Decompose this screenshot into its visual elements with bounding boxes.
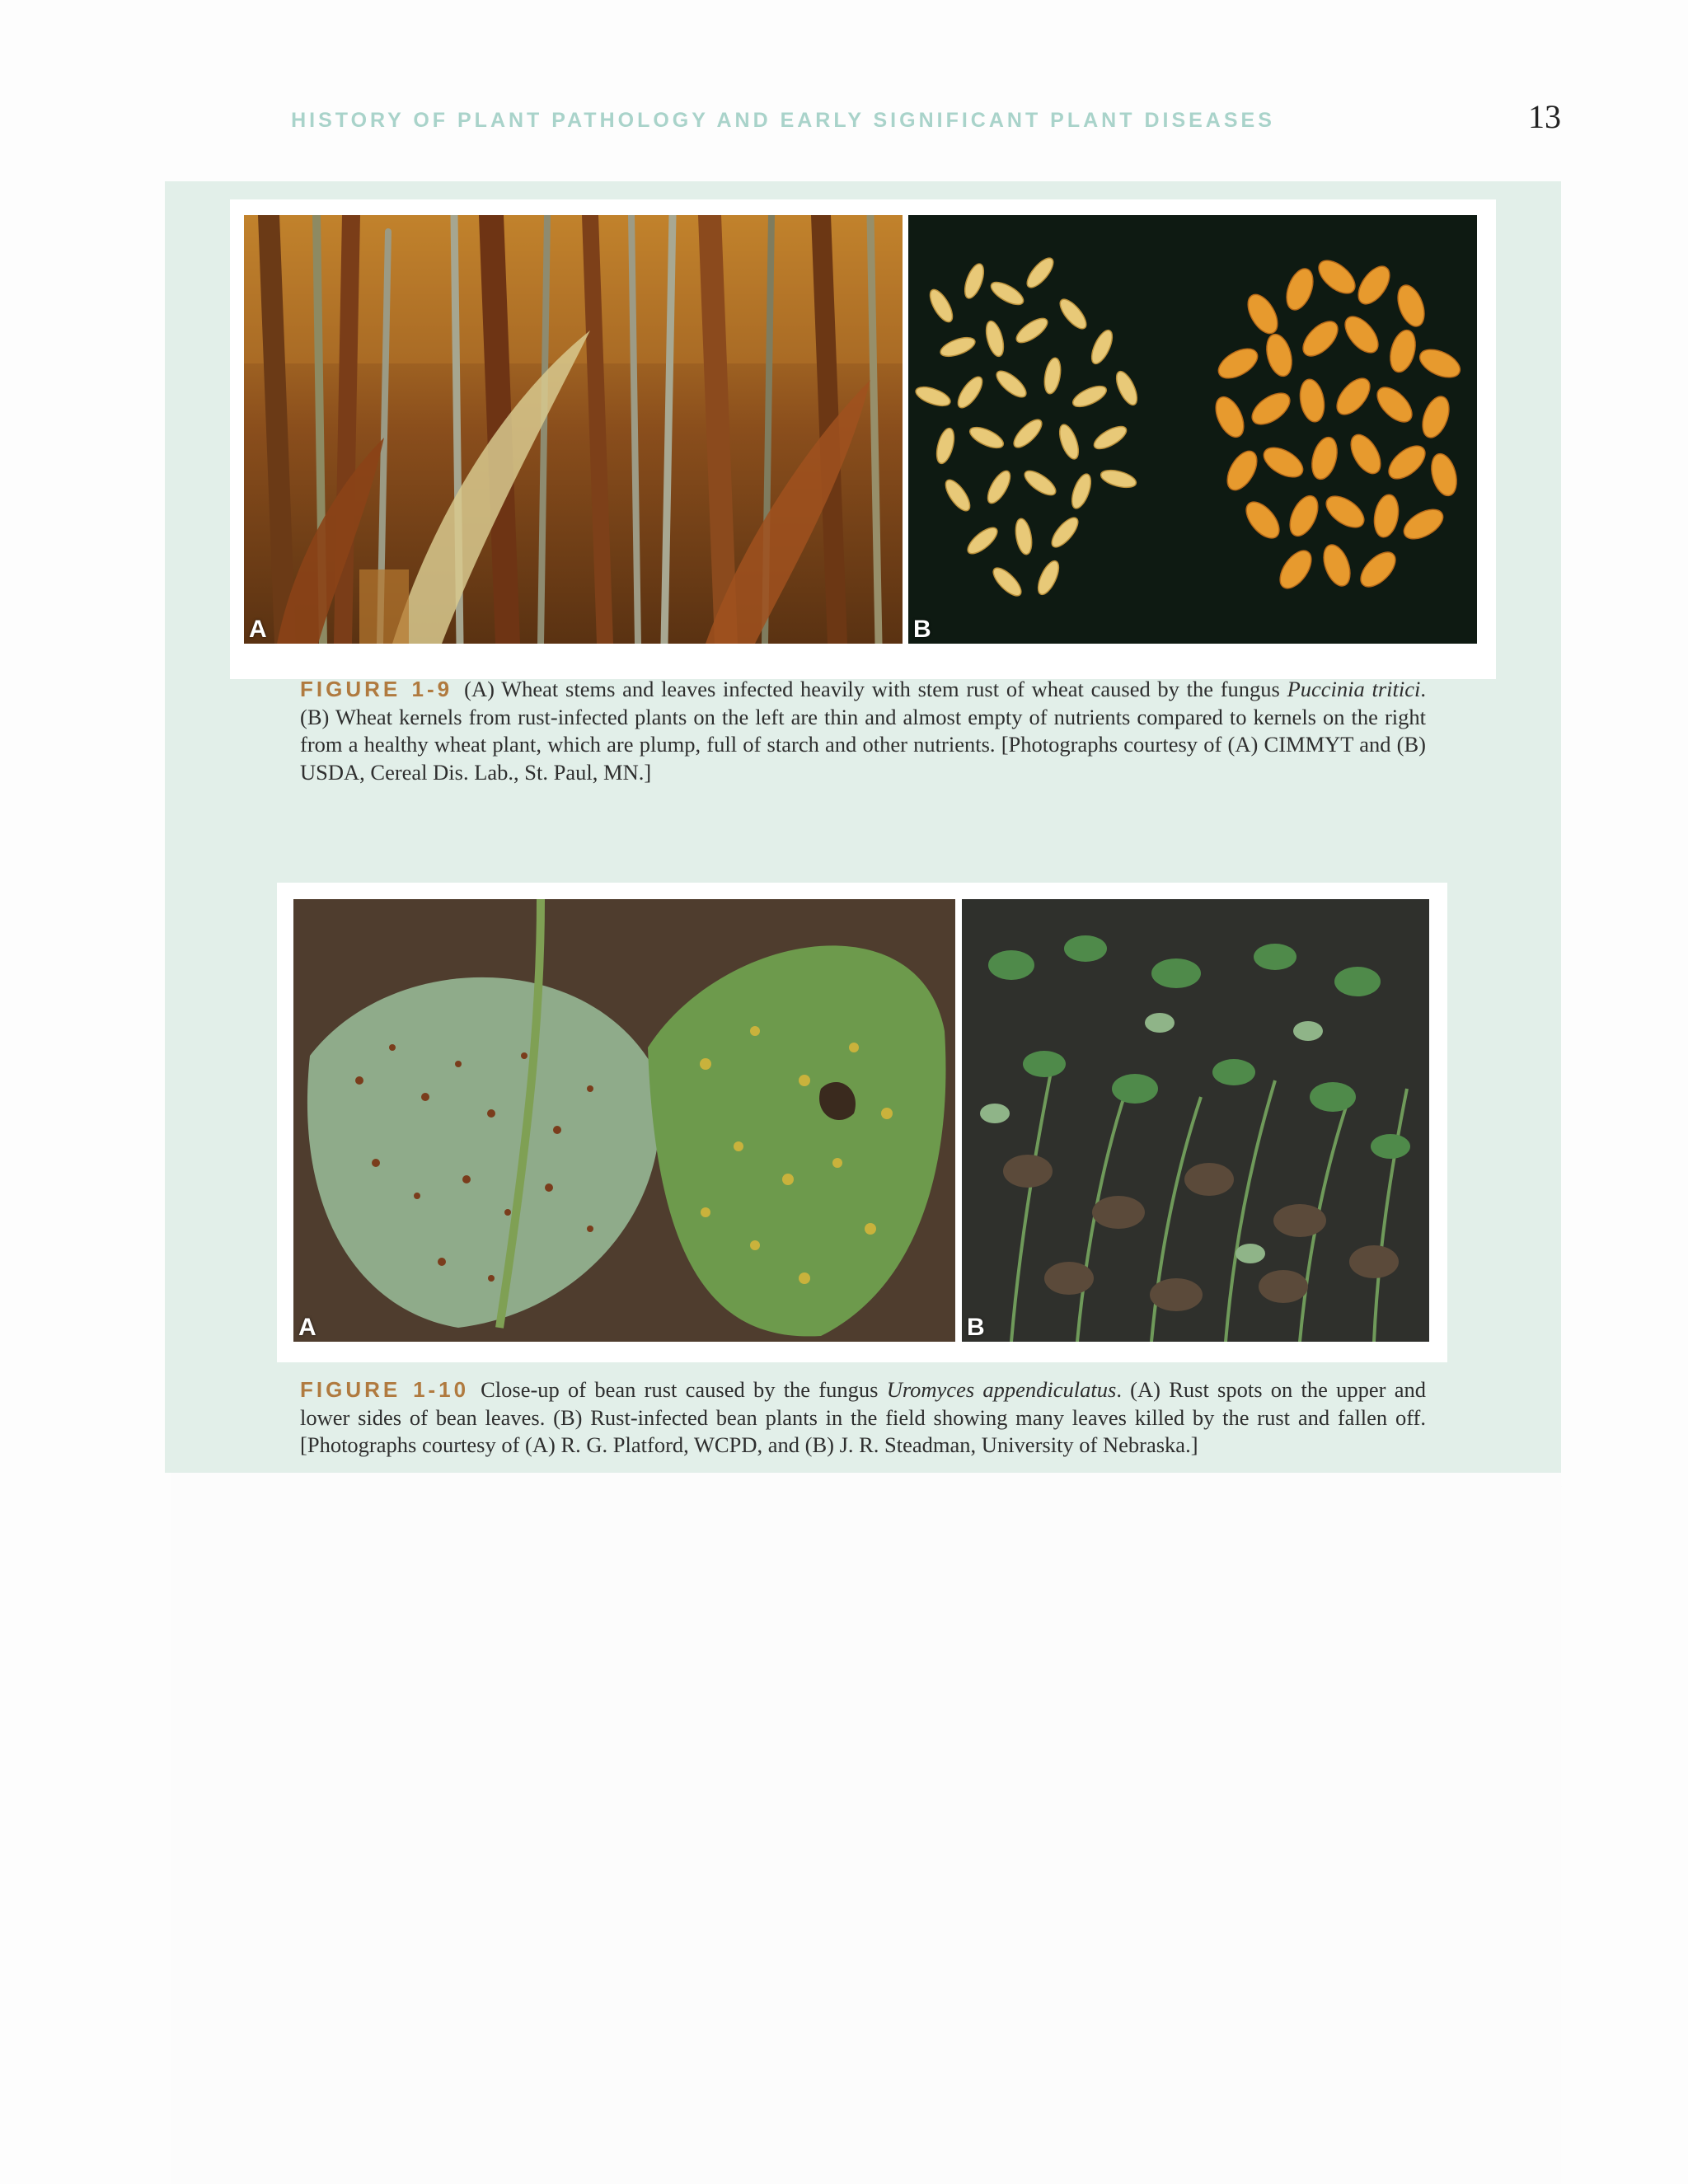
figure-1-9-frame xyxy=(230,199,1496,679)
running-head: HISTORY OF PLANT PATHOLOGY AND EARLY SIGNIFICANT PLANT DISEASES xyxy=(291,109,1275,132)
photo-panel-label-a: A xyxy=(298,1314,316,1341)
photo-panel-label-a: A xyxy=(249,616,267,643)
blank-page-area xyxy=(171,1473,1561,2184)
photo-panel-label-b: B xyxy=(967,1314,985,1341)
species-name: Puccinia tritici xyxy=(1287,677,1421,701)
figure-1-9-caption xyxy=(300,676,1426,786)
caption-text: Close-up of bean rust caused by the fungus xyxy=(481,1377,887,1402)
figure-panel xyxy=(165,181,1561,1473)
species-name: Uromyces appendiculatus xyxy=(886,1377,1117,1402)
page-number: 13 xyxy=(1528,98,1561,135)
wheat-stems-photo xyxy=(244,215,903,644)
bean-leaves-photo xyxy=(293,899,955,1342)
bean-field-photo xyxy=(962,899,1429,1342)
caption-text-continued: . (B) Wheat kernels from rust-infected plants on the left are thin and almost empty of nutrients compared to kernels on the right from a healthy wheat plant, which are plump, full of starch and other nutrients. [Photographs courtesy of (A) CIMMYT and (B) USDA, Cereal Dis. Lab., St. Paul, MN.] xyxy=(300,677,1427,785)
caption-text-continued: . (A) Rust spots on the upper and lower sides of bean leaves. (B) Rust-infected bean plants in the field showing many leaves killed by the rust and fallen off. [Photographs courtesy of (A) R. G. Platford, WCPD, and (B) J. R. Steadman, University of Nebraska.] xyxy=(300,1377,1426,1457)
figure-1-10-caption xyxy=(300,1376,1426,1460)
caption-text: (A) Wheat stems and leaves infected heavily with stem rust of wheat caused by the fungus xyxy=(464,677,1287,701)
figure-1-10-frame xyxy=(277,883,1447,1362)
figure-label: FIGURE 1-10 xyxy=(300,1377,470,1402)
photo-panel-label-b: B xyxy=(913,616,931,643)
figure-label: FIGURE 1-9 xyxy=(300,677,453,701)
wheat-kernels-photo xyxy=(908,215,1477,644)
